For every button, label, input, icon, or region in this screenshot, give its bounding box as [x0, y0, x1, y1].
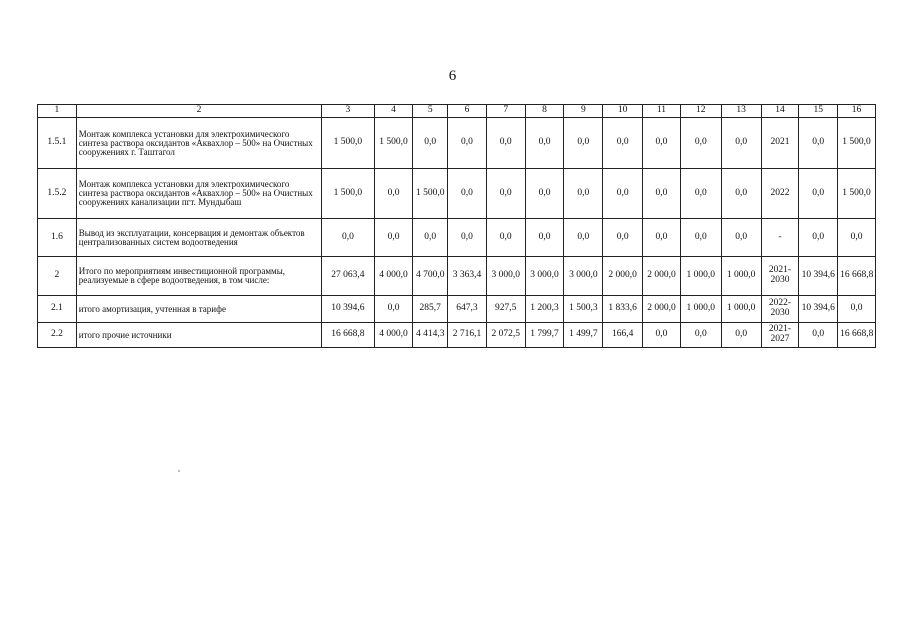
cell: 3 000,0	[486, 257, 525, 296]
table-row	[38, 169, 876, 219]
cell: 1 500,0	[374, 118, 413, 169]
cell: 0,0	[721, 118, 761, 169]
cell: 0,0	[643, 118, 681, 169]
row-description: итого прочие источники	[76, 323, 321, 348]
cell: 1 500,3	[564, 296, 603, 323]
column-header: 8	[525, 105, 564, 118]
cell-period: 2022	[761, 169, 799, 219]
page-number: 6	[448, 68, 457, 84]
cell: 166,4	[603, 323, 643, 348]
column-header: 1	[38, 105, 77, 118]
row-description: Монтаж комплекса установки для электрохимического синтеза раствора оксидантов «Аквахлор – 500» на Очистных сооружениях канализации пгт. Мундыбаш	[76, 169, 321, 219]
cell: 0,0	[322, 219, 374, 257]
column-header: 9	[564, 105, 603, 118]
column-header: 4	[374, 105, 413, 118]
column-header: 10	[603, 105, 643, 118]
scan-speck	[178, 470, 180, 472]
cell: 1 833,6	[603, 296, 643, 323]
table-row	[38, 257, 876, 296]
cell: 0,0	[486, 219, 525, 257]
cell: 4 414,3	[413, 323, 448, 348]
column-header: 14	[761, 105, 799, 118]
row-id: 2.2	[38, 323, 77, 348]
row-description: Монтаж комплекса установки для электрохимического синтеза раствора оксидантов «Аквахлор – 500» на Очистных сооружениях г. Таштагол	[76, 118, 321, 169]
cell: 0,0	[799, 219, 838, 257]
cell: 0,0	[413, 118, 448, 169]
column-header: 2	[76, 105, 321, 118]
cell: 285,7	[413, 296, 448, 323]
table-row	[38, 219, 876, 257]
row-id: 1.5.1	[38, 118, 77, 169]
row-id: 1.5.2	[38, 169, 77, 219]
cell: 0,0	[525, 118, 564, 169]
cell: 2 072,5	[486, 323, 525, 348]
cell: 2 000,0	[603, 257, 643, 296]
cell: 0,0	[838, 296, 876, 323]
cell: 0,0	[799, 323, 838, 348]
cell: 0,0	[680, 219, 721, 257]
cell: 0,0	[643, 323, 681, 348]
column-header: 11	[643, 105, 681, 118]
cell: 1 500,0	[322, 169, 374, 219]
cell: 3 000,0	[564, 257, 603, 296]
cell: 0,0	[448, 169, 487, 219]
table-row	[38, 118, 876, 169]
cell: 0,0	[564, 169, 603, 219]
cell: 0,0	[374, 219, 413, 257]
cell: 0,0	[603, 219, 643, 257]
cell: 1 000,0	[721, 296, 761, 323]
cell: 16 668,8	[838, 323, 876, 348]
column-header: 3	[322, 105, 374, 118]
cell: 0,0	[680, 323, 721, 348]
cell: 16 668,8	[322, 323, 374, 348]
cell: 4 700,0	[413, 257, 448, 296]
row-description: Итого по мероприятиям инвестиционной программы, реализуемые в сфере водоотведения, в том числе:	[76, 257, 321, 296]
cell: 10 394,6	[322, 296, 374, 323]
row-id: 2	[38, 257, 77, 296]
cell-period: 2021	[761, 118, 799, 169]
row-id: 1.6	[38, 219, 77, 257]
cell: 1 499,7	[564, 323, 603, 348]
row-id: 2.1	[38, 296, 77, 323]
cell: 10 394,6	[799, 257, 838, 296]
cell: 0,0	[525, 219, 564, 257]
cell: 0,0	[680, 118, 721, 169]
cell: 0,0	[603, 169, 643, 219]
cell: 647,3	[448, 296, 487, 323]
cell: 0,0	[374, 296, 413, 323]
cell: 1 000,0	[680, 257, 721, 296]
cell: 16 668,8	[838, 257, 876, 296]
cell: 4 000,0	[374, 323, 413, 348]
cell: 2 000,0	[643, 296, 681, 323]
cell: 0,0	[643, 169, 681, 219]
cell: 1 500,0	[413, 169, 448, 219]
cell: 1 500,0	[838, 169, 876, 219]
row-description: итого амортизация, учтенная в тарифе	[76, 296, 321, 323]
cell: 0,0	[525, 169, 564, 219]
cell-period: 2022-2030	[761, 296, 799, 323]
cell: 0,0	[643, 219, 681, 257]
cell: 0,0	[603, 118, 643, 169]
cell: 0,0	[413, 219, 448, 257]
cell: 3 000,0	[525, 257, 564, 296]
cell: 0,0	[448, 219, 487, 257]
cell: 0,0	[799, 118, 838, 169]
cell: 0,0	[721, 323, 761, 348]
cell: 0,0	[721, 169, 761, 219]
cell: 0,0	[838, 219, 876, 257]
cell: 0,0	[374, 169, 413, 219]
column-header: 15	[799, 105, 838, 118]
cell: 1 000,0	[680, 296, 721, 323]
cell: 3 363,4	[448, 257, 487, 296]
cell: 0,0	[486, 118, 525, 169]
column-header: 12	[680, 105, 721, 118]
cell: 0,0	[799, 169, 838, 219]
row-description: Вывод из эксплуатации, консервация и демонтаж объектов централизованных систем водоотведения	[76, 219, 321, 257]
column-header: 13	[721, 105, 761, 118]
cell: 2 716,1	[448, 323, 487, 348]
cell: 0,0	[486, 169, 525, 219]
table-row	[38, 296, 876, 323]
cell: 10 394,6	[799, 296, 838, 323]
cell: 0,0	[448, 118, 487, 169]
column-header: 16	[838, 105, 876, 118]
investment-program-table	[37, 104, 876, 348]
cell: 1 500,0	[838, 118, 876, 169]
cell: 27 063,4	[322, 257, 374, 296]
column-header: 7	[486, 105, 525, 118]
cell: 1 500,0	[322, 118, 374, 169]
cell: 927,5	[486, 296, 525, 323]
cell: 4 000,0	[374, 257, 413, 296]
cell: 1 200,3	[525, 296, 564, 323]
cell: 1 799,7	[525, 323, 564, 348]
table-header-row	[38, 105, 876, 118]
cell: 1 000,0	[721, 257, 761, 296]
cell: 0,0	[564, 118, 603, 169]
cell-period: 2021-2027	[761, 323, 799, 348]
cell-period: -	[761, 219, 799, 257]
cell: 0,0	[564, 219, 603, 257]
column-header: 6	[448, 105, 487, 118]
cell: 0,0	[680, 169, 721, 219]
table-row	[38, 323, 876, 348]
column-header: 5	[413, 105, 448, 118]
cell: 0,0	[721, 219, 761, 257]
cell: 2 000,0	[643, 257, 681, 296]
cell-period: 2021-2030	[761, 257, 799, 296]
